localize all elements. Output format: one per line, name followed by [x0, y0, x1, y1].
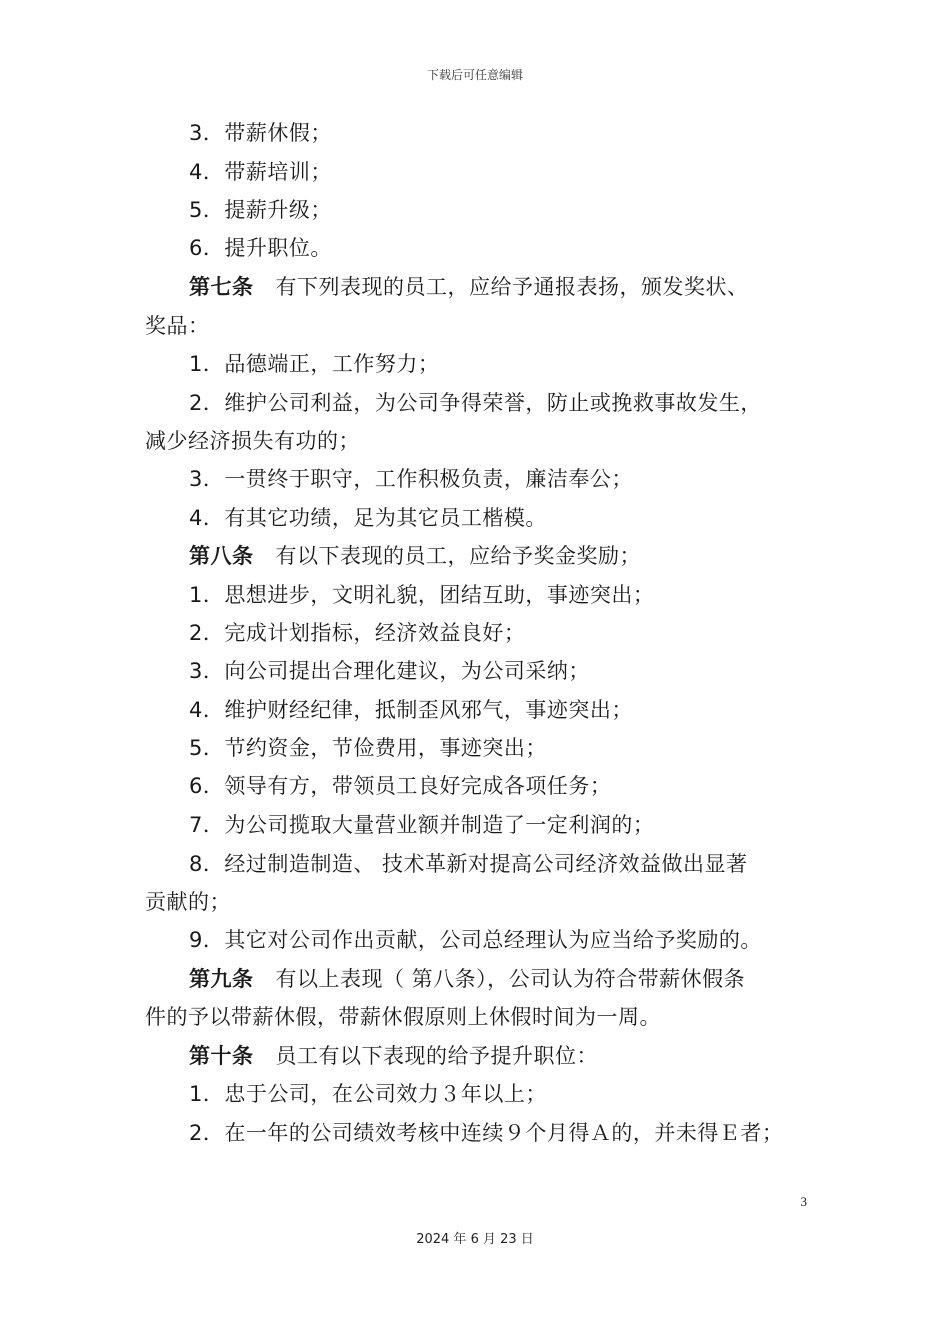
article-heading-line: 第十条 员工有以下表现的给予提升职位： — [189, 1044, 598, 1068]
article-number: 第七条 — [189, 275, 254, 299]
text-line: 4．维护财经纪律，抵制歪风邪气，事迹突出； — [189, 698, 633, 722]
article-number: 第九条 — [189, 967, 254, 991]
footer-date: 2024 年 6 月 23 日 — [416, 1232, 534, 1247]
article-number: 第八条 — [189, 544, 254, 568]
text-line: 2．完成计划指标，经济效益良好； — [189, 621, 526, 645]
text-line: 1．品德端正，工作努力； — [189, 352, 440, 376]
article-heading-line: 第七条 有下列表现的员工，应给予通报表扬，颁发奖状、 — [189, 275, 749, 299]
article-number: 第十条 — [189, 1044, 254, 1068]
text-line: 9．其它对公司作出贡献，公司总经理认为应当给予奖励的。 — [189, 928, 762, 952]
text-line: 3．带薪休假； — [189, 121, 332, 145]
text-line: 1．思想进步，文明礼貌，团结互助，事迹突出； — [189, 583, 655, 607]
text-line: 4．有其它功绩，足为其它员工楷模。 — [189, 506, 547, 530]
page-number: 3 — [800, 1194, 807, 1209]
text-line: 4．带薪培训； — [189, 160, 332, 184]
text-line: 6．提升职位。 — [189, 236, 332, 260]
text-line: 3．一贯终于职守，工作积极负责，廉洁奉公； — [189, 467, 633, 491]
article-heading-line: 第八条 有以下表现的员工，应给予奖金奖励； — [189, 544, 641, 568]
text-line: 1．忠于公司，在公司效力３年以上； — [189, 1082, 547, 1106]
article-heading-line: 第九条 有以上表现（ 第八条），公司认为符合带薪休假条 — [189, 967, 746, 991]
text-line: 贡献的； — [145, 890, 231, 914]
text-line: 7．为公司揽取大量营业额并制造了一定利润的； — [189, 813, 655, 837]
text-line: 3．向公司提出合理化建议，为公司采纳； — [189, 659, 590, 683]
text-line: 5．节约资金，节俭费用，事迹突出； — [189, 736, 547, 760]
text-line: 减少经济损失有功的； — [145, 429, 360, 453]
text-line: 5．提薪升级； — [189, 198, 332, 222]
text-line: 6．领导有方，带领员工良好完成各项任务； — [189, 774, 612, 798]
text-line: 奖品： — [145, 314, 210, 338]
text-line: 8．经过制造制造、 技术革新对提高公司经济效益做出显著 — [189, 852, 748, 876]
page-header: 下载后可任意编辑 — [426, 68, 523, 82]
text-line: 件的予以带薪休假，带薪休假原则上休假时间为一周。 — [145, 1005, 661, 1029]
text-line: 2．维护公司利益，为公司争得荣誉，防止或挽救事故发生， — [189, 391, 762, 415]
text-line: 2．在一年的公司绩效考核中连续９个月得Ａ的，并未得Ｅ者； — [189, 1121, 784, 1145]
